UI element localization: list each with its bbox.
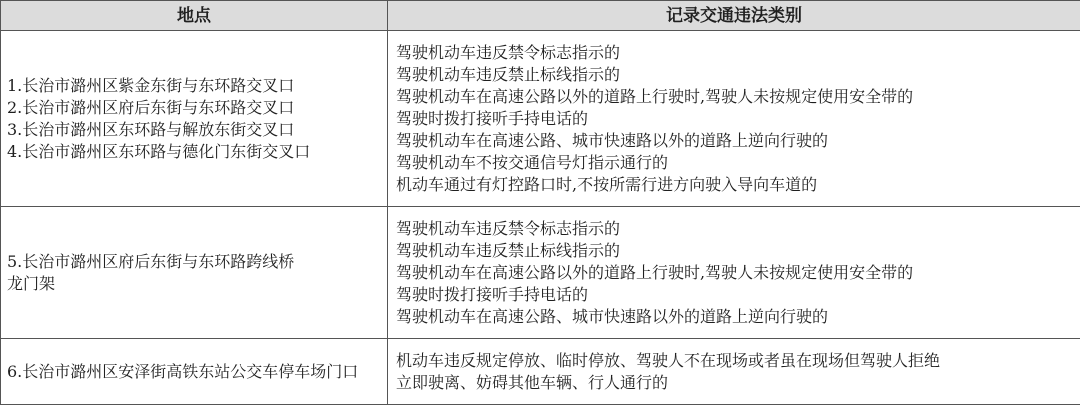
violations-cell	[388, 207, 1080, 339]
location-line: 6.长治市潞州区安泽街高铁东站公交车停车场门口	[7, 361, 381, 383]
location-line: 3.长治市潞州区东环路与解放东街交叉口	[7, 119, 381, 141]
violation-line: 驾驶时拨打接听手持电话的	[394, 284, 1074, 306]
location-line: 4.长治市潞州区东环路与德化门东街交叉口	[7, 141, 381, 163]
violations-cell	[388, 31, 1080, 207]
violation-line: 驾驶机动车在高速公路以外的道路上行驶时,驾驶人未按规定使用安全带的	[394, 262, 1074, 284]
header-violations: 记录交通违法类别	[388, 1, 1080, 31]
violation-line: 立即驶离、妨碍其他车辆、行人通行的	[394, 372, 1074, 394]
violation-line: 驾驶机动车违反禁令标志指示的	[394, 42, 1074, 64]
violation-line: 驾驶机动车不按交通信号灯指示通行的	[394, 152, 1074, 174]
location-line: 5.长治市潞州区府后东街与东环路跨线桥	[7, 251, 381, 273]
location-line: 2.长治市潞州区府后东街与东环路交叉口	[7, 97, 381, 119]
location-line: 1.长治市潞州区紫金东街与东环路交叉口	[7, 75, 381, 97]
header-row	[1, 1, 1080, 31]
violations-cell	[388, 339, 1080, 405]
violation-line: 驾驶机动车违反禁止标线指示的	[394, 240, 1074, 262]
header-location: 地点	[1, 1, 388, 31]
location-line: 龙门架	[7, 273, 381, 295]
violation-line: 驾驶机动车在高速公路、城市快速路以外的道路上逆向行驶的	[394, 306, 1074, 328]
location-cell	[1, 339, 388, 405]
violation-line: 驾驶机动车在高速公路、城市快速路以外的道路上逆向行驶的	[394, 130, 1074, 152]
location-cell	[1, 207, 388, 339]
violation-line: 驾驶机动车违反禁止标线指示的	[394, 64, 1074, 86]
violation-line: 驾驶机动车违反禁令标志指示的	[394, 218, 1074, 240]
violation-line: 驾驶机动车在高速公路以外的道路上行驶时,驾驶人未按规定使用安全带的	[394, 86, 1074, 108]
violation-line: 机动车通过有灯控路口时,不按所需行进方向驶入导向车道的	[394, 174, 1074, 196]
table-row	[1, 207, 1080, 339]
table-row	[1, 31, 1080, 207]
violation-line: 驾驶时拨打接听手持电话的	[394, 108, 1074, 130]
violation-line: 机动车违反规定停放、临时停放、驾驶人不在现场或者虽在现场但驾驶人拒绝	[394, 350, 1074, 372]
location-cell	[1, 31, 388, 207]
table-row	[1, 339, 1080, 405]
